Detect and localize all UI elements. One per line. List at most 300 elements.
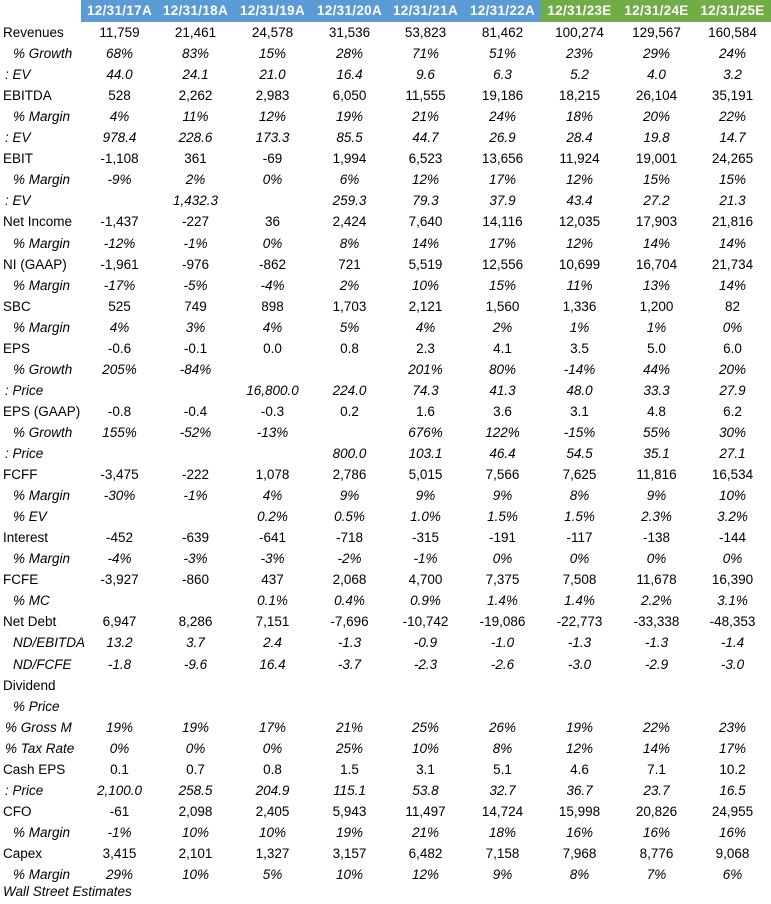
column-header-7: 12/31/24E	[618, 0, 695, 22]
table-cell: -19,086	[479, 614, 526, 630]
table-cell: 16%	[642, 824, 671, 840]
table-cell: 8%	[569, 488, 590, 504]
table-cell: -452	[105, 530, 134, 546]
table-cell: 2,100.0	[96, 782, 143, 798]
row-label: Dividend	[3, 677, 56, 693]
table-cell: 155%	[102, 424, 137, 440]
table-cell: 14%	[718, 277, 747, 293]
table-cell: 8%	[569, 867, 590, 882]
row-label: EBIT	[3, 151, 34, 167]
table-row	[0, 275, 771, 296]
table-cell: 3.2%	[717, 509, 748, 525]
table-cell: 11%	[566, 277, 593, 293]
table-cell: 228.6	[178, 130, 213, 146]
table-cell: -1%	[183, 235, 208, 251]
table-cell: -0.6	[107, 340, 132, 356]
table-cell: -1,108	[100, 151, 139, 167]
table-cell: -7,696	[330, 614, 369, 630]
row-label: : EV	[5, 67, 31, 83]
table-cell: 6.0	[723, 340, 742, 356]
table-cell: 15%	[258, 46, 287, 62]
header-corner	[0, 0, 81, 22]
table-cell: 6%	[339, 172, 360, 188]
table-cell: 5%	[262, 867, 283, 882]
table-cell: -1,437	[100, 214, 139, 230]
table-cell: -3,475	[100, 467, 139, 483]
table-cell: 26,104	[635, 88, 678, 104]
table-cell: 7,151	[255, 614, 290, 630]
table-cell: 8,286	[178, 614, 213, 630]
table-cell: 19%	[181, 719, 210, 735]
table-cell: 15%	[642, 172, 671, 188]
column-header-2: 12/31/19A	[234, 0, 311, 22]
table-cell: -639	[181, 530, 210, 546]
table-cell: 100,274	[555, 25, 604, 40]
table-cell: 16%	[565, 824, 594, 840]
table-cell: 11,816	[636, 467, 677, 483]
row-label: EBITDA	[3, 88, 52, 104]
table-cell: 71%	[411, 46, 440, 62]
table-cell: 2,262	[178, 88, 213, 104]
table-cell: 24.1	[182, 67, 209, 83]
table-row	[0, 359, 771, 380]
table-cell: 3.1	[416, 761, 435, 777]
table-cell: 43.4	[566, 193, 593, 209]
table-cell: 7,508	[562, 572, 597, 588]
table-cell: 5.1	[493, 761, 512, 777]
table-cell: -641	[258, 530, 287, 546]
table-cell: 12%	[565, 235, 594, 251]
table-cell: 35.1	[643, 446, 670, 461]
table-cell: 21.0	[259, 67, 286, 83]
table-cell: 5.0	[647, 340, 666, 356]
row-label: % Margin	[13, 172, 71, 188]
table-cell: -15%	[563, 424, 596, 440]
table-cell: 74.3	[412, 382, 439, 398]
row-label: CFO	[3, 803, 32, 819]
table-cell: 53,823	[404, 25, 447, 40]
table-cell: 12%	[258, 109, 287, 125]
row-label: % Gross M	[5, 719, 72, 735]
table-row	[0, 738, 771, 759]
table-cell: 528	[108, 88, 131, 104]
table-row	[0, 338, 771, 359]
table-cell: 9%	[492, 488, 513, 504]
table-cell: 24,955	[711, 803, 754, 819]
table-cell: 1.4%	[564, 593, 595, 609]
table-cell: 17%	[488, 172, 517, 188]
table-cell: 224.0	[332, 382, 367, 398]
table-cell: 17%	[488, 235, 517, 251]
table-cell: 81,462	[481, 25, 524, 40]
table-cell: 0.4%	[334, 593, 365, 609]
table-cell: 1.0%	[410, 509, 441, 525]
table-cell: 12%	[565, 740, 594, 756]
row-label: Net Debt	[3, 614, 57, 630]
table-cell: 9,068	[715, 845, 750, 861]
table-cell: -48,353	[709, 614, 756, 630]
table-cell: -4%	[107, 551, 132, 567]
table-row	[0, 759, 771, 780]
table-cell: 14.7	[719, 130, 746, 146]
table-cell: 2.3%	[641, 509, 672, 525]
table-cell: -1.4	[720, 635, 745, 651]
table-cell: -3.0	[720, 656, 745, 672]
table-cell: 0%	[262, 172, 283, 188]
table-cell: 3.7	[186, 635, 205, 651]
table-cell: 4,700	[408, 572, 443, 588]
table-cell: 1.4%	[487, 593, 518, 609]
table-cell: -9%	[107, 172, 132, 188]
table-cell: 4%	[262, 488, 283, 504]
table-cell: 258.5	[178, 782, 213, 798]
table-cell: 25%	[335, 740, 364, 756]
table-cell: 24%	[718, 46, 747, 62]
table-cell: -69	[262, 151, 283, 167]
table-cell: 3.5	[570, 340, 589, 356]
table-cell: -227	[181, 214, 210, 230]
table-cell: 26.9	[489, 130, 516, 146]
table-cell: 11%	[182, 109, 209, 125]
table-cell: 0%	[492, 551, 513, 567]
row-label: % Margin	[13, 551, 71, 567]
table-cell: 13%	[642, 277, 671, 293]
table-cell: -1.0	[490, 635, 515, 651]
table-row	[0, 696, 771, 717]
table-row	[0, 843, 771, 864]
table-cell: 33.3	[643, 382, 670, 398]
table-cell: 46.4	[489, 446, 516, 461]
table-cell: 15%	[718, 172, 747, 188]
table-row	[0, 675, 771, 696]
table-cell: 21%	[411, 109, 440, 125]
table-cell: 54.5	[566, 446, 593, 461]
row-label: : EV	[5, 193, 31, 209]
table-cell: 44.0	[106, 67, 133, 83]
table-cell: 17,903	[635, 214, 678, 230]
table-cell: 10%	[411, 277, 440, 293]
table-cell: 4%	[109, 319, 130, 335]
table-cell: 205%	[102, 361, 137, 377]
table-cell: 80%	[488, 361, 517, 377]
row-label: Interest	[3, 530, 49, 546]
table-cell: -1.8	[107, 656, 132, 672]
table-cell: 21,461	[174, 25, 217, 40]
table-cell: -718	[335, 530, 364, 546]
table-cell: 0.5%	[334, 509, 365, 525]
table-cell: 0%	[185, 740, 206, 756]
table-cell: 2,101	[178, 845, 213, 861]
table-cell: -0.1	[183, 340, 208, 356]
table-row	[0, 148, 771, 169]
table-cell: 10%	[181, 824, 210, 840]
table-cell: 7,375	[485, 572, 520, 588]
table-row	[0, 169, 771, 190]
table-cell: 10%	[335, 867, 364, 882]
table-cell: 361	[184, 151, 207, 167]
table-row	[0, 296, 771, 317]
table-row	[0, 443, 771, 464]
table-cell: 9%	[339, 488, 360, 504]
table-cell: -315	[411, 530, 440, 546]
table-cell: 10.2	[719, 761, 746, 777]
table-cell: 14%	[642, 740, 671, 756]
table-cell: 173.3	[255, 130, 290, 146]
table-cell: 31,536	[328, 25, 371, 40]
table-row	[0, 780, 771, 801]
table-cell: -2.6	[490, 656, 515, 672]
table-cell: 2,983	[255, 88, 290, 104]
table-row	[0, 106, 771, 127]
table-cell: 1%	[646, 319, 667, 335]
table-cell: 9%	[415, 488, 436, 504]
table-cell: 3.1	[570, 403, 589, 419]
table-cell: 978.4	[102, 130, 137, 146]
table-row	[0, 611, 771, 632]
row-label: EPS	[3, 340, 31, 356]
row-label: Net Income	[3, 214, 73, 230]
table-row	[0, 127, 771, 148]
table-cell: -862	[258, 256, 287, 272]
table-cell: 19%	[335, 109, 364, 125]
table-cell: 9%	[646, 488, 667, 504]
table-cell: 4%	[109, 109, 130, 125]
table-cell: 2.2%	[641, 593, 672, 609]
table-cell: 14,724	[481, 803, 524, 819]
table-cell: 3,415	[102, 845, 137, 861]
table-cell: -0.9	[413, 635, 438, 651]
row-label: % Margin	[13, 109, 71, 125]
table-cell: 44%	[642, 361, 671, 377]
table-cell: 23.7	[643, 782, 670, 798]
column-header-5: 12/31/22A	[464, 0, 541, 22]
table-cell: 2,786	[332, 467, 367, 483]
table-cell: 5,943	[332, 803, 367, 819]
table-cell: 29%	[105, 867, 134, 882]
table-cell: 1,703	[332, 298, 367, 314]
table-cell: 14%	[642, 235, 671, 251]
table-cell: 21%	[335, 719, 364, 735]
table-row	[0, 717, 771, 738]
table-cell: 2,098	[178, 803, 213, 819]
table-cell: -84%	[179, 361, 212, 377]
row-label: Revenues	[3, 25, 64, 40]
table-row	[0, 569, 771, 590]
table-cell: -17%	[103, 277, 136, 293]
table-cell: 16,390	[711, 572, 754, 588]
table-cell: 6.2	[723, 403, 742, 419]
header-row	[0, 0, 771, 22]
table-cell: 10%	[181, 867, 210, 882]
table-cell: -1.3	[337, 635, 362, 651]
table-cell: 21.3	[719, 193, 746, 209]
table-cell: 36.7	[566, 782, 593, 798]
row-label: FCFF	[3, 467, 38, 483]
table-cell: 24%	[488, 109, 517, 125]
table-cell: 1%	[569, 319, 590, 335]
table-cell: 27.2	[643, 193, 670, 209]
table-cell: -33,338	[633, 614, 680, 630]
table-cell: 26%	[488, 719, 517, 735]
table-cell: 12,556	[481, 256, 524, 272]
table-cell: -1.3	[567, 635, 592, 651]
table-row	[0, 822, 771, 843]
table-cell: -3.7	[337, 656, 362, 672]
table-cell: 160,584	[708, 25, 757, 40]
column-header-0: 12/31/17A	[81, 0, 158, 22]
table-cell: 79.3	[412, 193, 439, 209]
table-cell: 3.1%	[717, 593, 748, 609]
table-cell: 2%	[492, 319, 513, 335]
column-header-4: 12/31/21A	[387, 0, 464, 22]
table-cell: 17%	[718, 740, 747, 756]
table-row	[0, 317, 771, 338]
row-label: % Margin	[13, 824, 71, 840]
table-cell: -61	[109, 803, 130, 819]
table-cell: 3.2	[723, 67, 742, 83]
table-cell: 3,157	[332, 845, 367, 861]
table-cell: 18,215	[558, 88, 601, 104]
table-cell: 0%	[646, 551, 667, 567]
table-cell: 4%	[262, 319, 283, 335]
row-label: % Growth	[13, 46, 73, 62]
column-header-3: 12/31/20A	[311, 0, 388, 22]
table-cell: -3%	[260, 551, 285, 567]
table-cell: 44.7	[412, 130, 439, 146]
table-cell: 0%	[722, 319, 743, 335]
row-label: % Margin	[13, 277, 71, 293]
row-label: : EV	[5, 130, 31, 146]
table-cell: -4%	[260, 277, 285, 293]
table-cell: 1,432.3	[172, 193, 219, 209]
table-cell: 8,776	[639, 845, 674, 861]
row-label: SBC	[3, 298, 31, 314]
table-cell: 10%	[258, 824, 287, 840]
table-cell: 23%	[718, 719, 747, 735]
table-cell: 7.1	[647, 761, 666, 777]
table-cell: 7,625	[562, 467, 597, 483]
table-cell: -222	[181, 467, 210, 483]
row-label: % Tax Rate	[5, 740, 75, 756]
table-cell: 0%	[569, 551, 590, 567]
table-cell: 35,191	[711, 88, 754, 104]
table-cell: -2.9	[644, 656, 669, 672]
table-row	[0, 632, 771, 653]
table-cell: -0.8	[107, 403, 132, 419]
table-cell: 0%	[262, 740, 283, 756]
table-cell: 2,424	[332, 214, 367, 230]
table-cell: 19%	[565, 719, 594, 735]
table-cell: 27.1	[719, 446, 746, 461]
table-cell: -10,742	[402, 614, 449, 630]
table-cell: 3.6	[493, 403, 512, 419]
table-cell: 10%	[411, 740, 440, 756]
table-cell: 6,523	[408, 151, 443, 167]
table-cell: 4.6	[570, 761, 589, 777]
table-row	[0, 43, 771, 64]
table-cell: -22,773	[556, 614, 603, 630]
table-cell: 1,336	[562, 298, 597, 314]
table-row	[0, 864, 771, 885]
table-cell: 11,555	[405, 88, 446, 104]
table-cell: -3,927	[100, 572, 139, 588]
table-cell: 0.8	[263, 761, 282, 777]
table-cell: 16.4	[336, 67, 363, 83]
table-row	[0, 590, 771, 611]
table-cell: 68%	[105, 46, 134, 62]
table-cell: 36	[264, 214, 281, 230]
table-cell: 0.0	[263, 340, 282, 356]
table-cell: 721	[338, 256, 361, 272]
table-cell: 1.5	[340, 761, 359, 777]
table-row	[0, 254, 771, 275]
table-cell: 48.0	[566, 382, 593, 398]
table-row	[0, 64, 771, 85]
table-cell: 19,001	[635, 151, 678, 167]
footer-note: Wall Street Estimates	[3, 884, 132, 899]
table-cell: -52%	[179, 424, 212, 440]
row-label: % Margin	[13, 319, 71, 335]
table-cell: 11,678	[636, 572, 677, 588]
table-cell: 129,567	[632, 25, 681, 40]
table-cell: 37.9	[489, 193, 516, 209]
row-label: % MC	[13, 593, 50, 609]
table-cell: 19.8	[643, 130, 670, 146]
table-row	[0, 548, 771, 569]
table-cell: -1,961	[100, 256, 139, 272]
table-cell: 8%	[339, 235, 360, 251]
table-cell: 24,578	[251, 25, 294, 40]
table-row	[0, 401, 771, 422]
table-cell: -0.4	[183, 403, 208, 419]
table-cell: -976	[181, 256, 210, 272]
table-cell: 17%	[258, 719, 287, 735]
table-cell: 525	[108, 298, 131, 314]
table-cell: 21,734	[711, 256, 754, 272]
table-cell: 0.7	[186, 761, 205, 777]
table-row	[0, 233, 771, 254]
table-cell: 201%	[408, 361, 443, 377]
table-cell: 115.1	[333, 782, 366, 798]
table-cell: 25%	[411, 719, 440, 735]
table-cell: 14%	[411, 235, 440, 251]
table-cell: 82	[724, 298, 741, 314]
table-cell: 4%	[415, 319, 436, 335]
row-label: % Margin	[13, 488, 71, 504]
table-cell: -12%	[103, 235, 136, 251]
table-cell: 2.3	[416, 340, 435, 356]
table-cell: 8%	[492, 740, 513, 756]
table-cell: 19%	[105, 719, 134, 735]
table-cell: 676%	[408, 424, 443, 440]
table-cell: -144	[718, 530, 747, 546]
table-cell: 0.8	[340, 340, 359, 356]
row-label: : Price	[5, 446, 44, 461]
table-cell: 5.2	[570, 67, 589, 83]
table-cell: 13.2	[106, 635, 133, 651]
column-header-6: 12/31/23E	[541, 0, 618, 22]
table-cell: 16,704	[635, 256, 678, 272]
table-cell: 20,826	[635, 803, 678, 819]
table-cell: 4.0	[647, 67, 666, 83]
row-label: Cash EPS	[3, 761, 66, 777]
table-cell: 0%	[109, 740, 130, 756]
table-cell: 0.2%	[257, 509, 288, 525]
table-cell: 51%	[488, 46, 517, 62]
table-cell: 2,121	[408, 298, 443, 314]
table-row	[0, 801, 771, 822]
table-cell: 14,116	[482, 214, 523, 230]
